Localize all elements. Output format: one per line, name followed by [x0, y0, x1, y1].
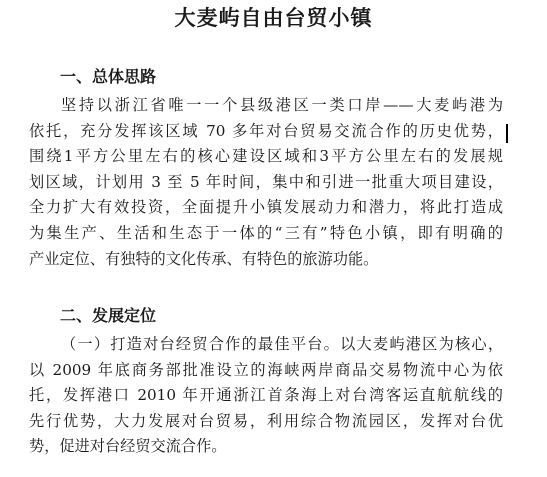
- paragraph-overall-approach: [29, 93, 503, 272]
- paragraph-development-positioning: [29, 332, 503, 460]
- text-line: 势，促进对台经贸交流合作。: [29, 437, 227, 456]
- text-line: 为集生产、生活和生态于一体的“三有”特色小镇，即有明确的: [29, 223, 503, 242]
- text-line: 划区域，计划用 3 至 5 年时间，集中和引进一批重大项目建设，: [29, 172, 503, 191]
- section-heading-overall-approach: 一、总体思路: [60, 67, 157, 86]
- text-line: 围绕1平方公里左右的核心建设区域和3平方公里左右的发展规: [29, 147, 503, 166]
- text-line: 全力扩大有效投资，全面提升小镇发展动力和潜力，将此打造成: [29, 198, 503, 217]
- text-line: 产业定位、有独特的文化传承、有特色的旅游功能。: [29, 249, 379, 268]
- text-line: 坚持以浙江省唯一一个县级港区一类口岸——大麦屿港为: [61, 96, 503, 114]
- text-line: （一）打造对台经贸合作的最佳平台。以大麦屿港区为核心，: [61, 335, 503, 353]
- text-line: 先行优势，大力发展对台贸易，利用综合物流园区，发挥对台优: [29, 411, 503, 430]
- document-title: 大麦屿自由台贸小镇: [174, 6, 373, 30]
- text-line: 依托，充分发挥该区域 70 多年对台贸易交流合作的历史优势，: [29, 121, 503, 140]
- section-heading-development-positioning: 二、发展定位: [60, 306, 157, 325]
- text-line: 托，发挥港口 2010 年开通浙江首条海上对台湾客运直航航线的: [29, 386, 503, 405]
- text-line: 以 2009 年底商务部批准设立的海峡两岸商品交易物流中心为依: [29, 360, 503, 379]
- text-cursor: [506, 124, 508, 143]
